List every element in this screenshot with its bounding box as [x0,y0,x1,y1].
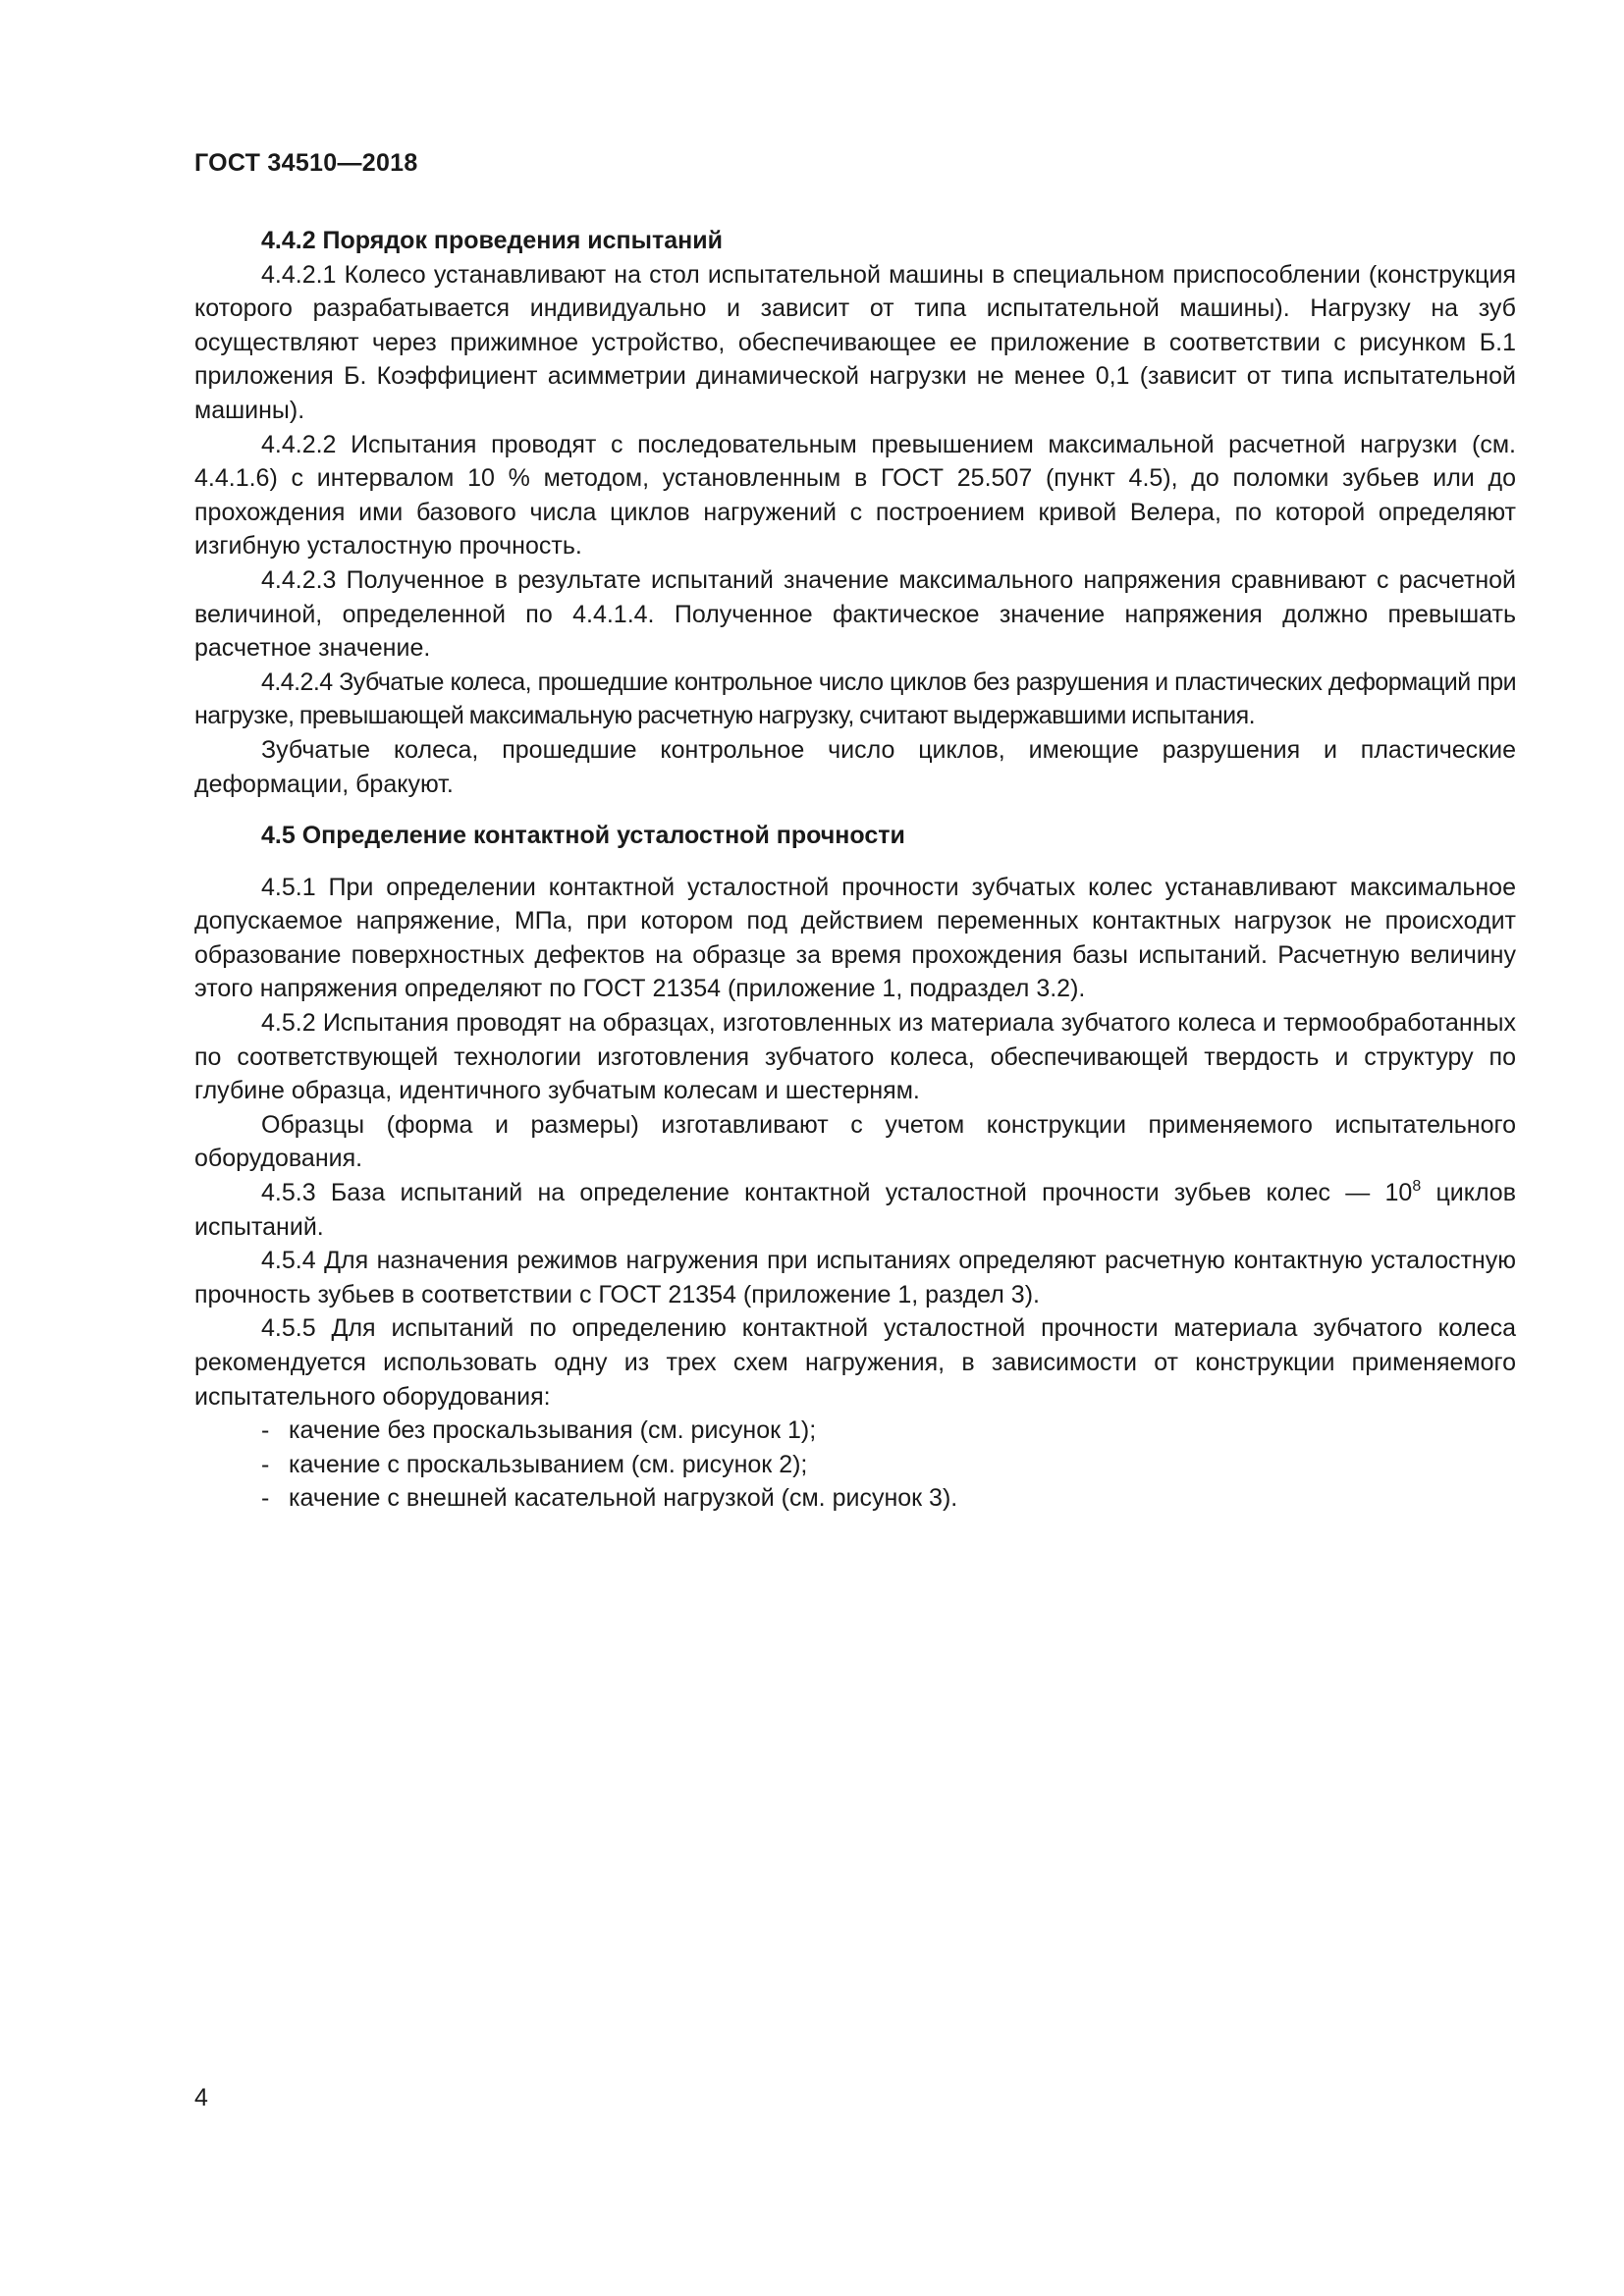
paragraph-specimens: Образцы (форма и размеры) изготавливают с учетом конструкции применяемого испытательного оборудования. [194,1110,1516,1173]
paragraph-rejection: Зубчатые колеса, прошедшие контрольное число циклов, имеющие разрушения и пластические деформации, бракуют. [194,735,1516,798]
list-item [194,1414,1516,1448]
list-marker: - [261,1416,270,1445]
paragraph-4-5-3 [194,1176,1516,1244]
list-item [194,1448,1516,1482]
paragraph-4-5-1: 4.5.1 При определении контактной усталостной прочности зубчатых колес устанавливают максимальное допускаемое напряжение, МПа, при котором под действием переменных контактных нагрузок не происходит образование поверхностных дефектов на образце за время прохождения базы испытаний. Расчетную величину этого напряжения определяют по ГОСТ 21354 (приложение 1, подраздел 3.2). [194,873,1516,1003]
paragraph-4-4-2-3: 4.4.2.3 Полученное в результате испытаний значение максимального напряжения сравнивают с расчетной величиной, определенной по 4.4.1.4. Полученное фактическое значение напряжения должно превышать расчетное значение. [194,565,1516,663]
paragraph-4-4-2-2: 4.4.2.2 Испытания проводят с последовательным превышением максимальной расчетной нагрузки (см. 4.4.1.6) с интервалом 10 % методом, установленным в ГОСТ 25.507 (пункт 4.5), до поломки зубьев или до прохождения ими базового числа циклов нагружений с построением кривой Велера, по которой определяют изгибную усталостную прочность. [194,430,1516,561]
paragraph-4-5-3-text: 4.5.3 База испытаний на определение контактной усталостной прочности зубьев колес — 10 [261,1179,1413,1207]
paragraph-4-4-2-4: 4.4.2.4 Зубчатые колеса, прошедшие контрольное число циклов без разрушения и пластических деформаций при нагрузке, превышающей максимальную расчетную нагрузку, считают выдержавшими испытания. [194,667,1516,730]
paragraph-4-4-2-1: 4.4.2.1 Колесо устанавливают на стол испытательной машины в специальном приспособлении (конструкция которого разрабатывается индивидуально и зависит от типа испытательной машины). Нагрузку на зуб осуществляют через прижимное устройство, обеспечивающее ее приложение в соответствии с рисунком Б.1 приложения Б. Коэффициент асимметрии динамической нагрузки не менее 0,1 (зависит от типа испытательной машины). [194,260,1516,424]
page-number: 4 [194,2084,208,2111]
loading-schemes-list [194,1414,1516,1516]
superscript-exponent: 8 [1412,1178,1422,1196]
list-marker: - [261,1450,270,1478]
standard-designation: ГОСТ 34510—2018 [194,149,418,177]
list-marker: - [261,1484,270,1513]
paragraph-4-5-4: 4.5.4 Для назначения режимов нагружения при испытаниях определяют расчетную контактную усталостную прочность зубьев в соответствии с ГОСТ 21354 (приложение 1, раздел 3). [194,1247,1516,1308]
list-item-text: качение с внешней касательной нагрузкой (см. рисунок 3). [289,1484,958,1513]
paragraph-4-5-3-tail: циклов испытаний. [194,1179,1516,1241]
list-item-text: качение без проскальзывания (см. рисунок 1); [289,1416,817,1445]
list-item [194,1481,1516,1516]
document-body [194,224,1516,1516]
list-item-text: качение с проскальзыванием (см. рисунок 2); [289,1450,808,1478]
paragraph-4-5-2: 4.5.2 Испытания проводят на образцах, изготовленных из материала зубчатого колеса и термообработанных по соответствующей технологии изготовления зубчатого колеса, обеспечивающей твердость и структуру по глубине образца, идентичного зубчатым колесам и шестерням. [194,1009,1516,1105]
section-heading-4-5: 4.5 Определение контактной усталостной прочности [261,822,905,850]
paragraph-4-5-5: 4.5.5 Для испытаний по определению контактной усталостной прочности материала зубчатого колеса рекомендуется использовать одну из трех схем нагружения, в зависимости от конструкции применяемого испытательного оборудования: [194,1314,1516,1411]
section-heading-4-4-2: 4.4.2 Порядок проведения испытаний [261,227,723,254]
